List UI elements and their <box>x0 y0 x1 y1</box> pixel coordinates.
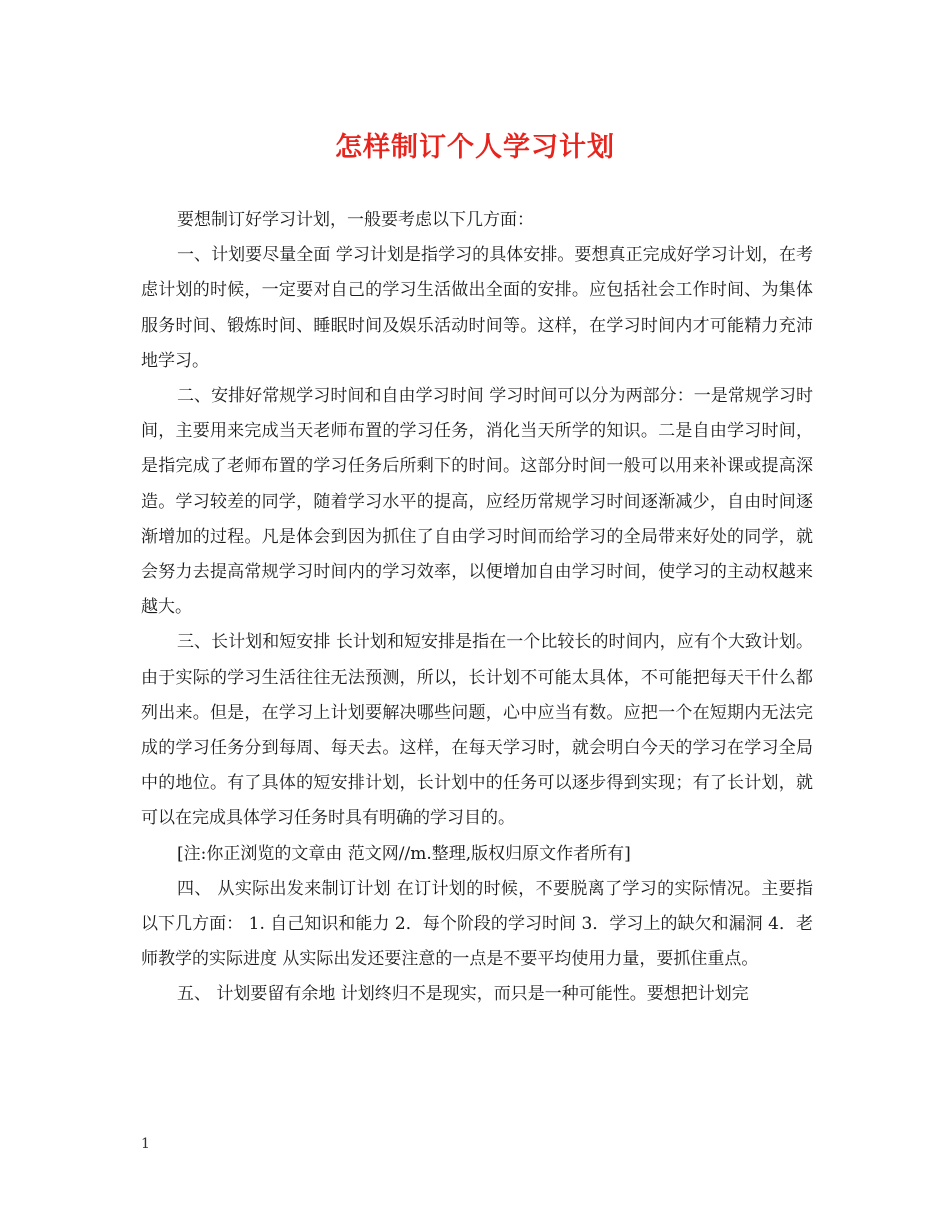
paragraph-section-4: 四、 从实际出发来制订计划 在订计划的时候，不要脱离了学习的实际情况。主要指以下几方面： 1. 自己知识和能力 2．每个阶段的学习时间 3．学习上的缺欠和漏洞 4．老师教学的实际进度 从实际出发还要注意的一点是不要平均使用力量，要抓住重点。 <box>141 878 813 970</box>
paragraph-section-3: 三、长计划和短安排 长计划和短安排是指在一个比较长的时间内，应有个大致计划。由于实际的学习生活往往无法预测，所以，长计划不可能太具体，不可能把每天干什么都列出来。但是，在学习上计划要解决哪些问题，心中应当有数。应把一个在短期内无法完成的学习任务分到每周、每天去。这样，在每天学习时，就会明白今天的学习在学习全局中的地位。有了具体的短安排计划，长计划中的任务可以逐步得到实现；有了长计划，就可以在完成具体学习任务时具有明确的学习目的。 <box>141 632 813 829</box>
paragraph-intro: 要想制订好学习计划，一般要考虑以下几方面： <box>177 210 534 230</box>
paragraph-section-5: 五、 计划要留有余地 计划终归不是现实，而只是一种可能性。要想把计划完 <box>177 984 749 1005</box>
document-title: 怎样制订个人学习计划 <box>335 132 615 163</box>
paragraph-section-1: 一、计划要尽量全面 学习计划是指学习的具体安排。要想真正完成好学习计划，在考虑计划的时候，一定要对自己的学习生活做出全面的安排。应包括社会工作时间、为集体服务时间、锻炼时间、睡眠时间及娱乐活动时间等。这样，在学习时间内才可能精力充沛地学习。 <box>141 245 813 371</box>
paragraph-section-2: 二、安排好常规学习时间和自由学习时间 学习时间可以分为两部分：一是常规学习时间，主要用来完成当天老师布置的学习任务，消化当天所学的知识。二是自由学习时间，是指完成了老师布置的学习任务后所剩下的时间。这部分时间一般可以用来补课或提高深造。学习较差的同学，随着学习水平的提高，应经历常规学习时间逐渐减少，自由时间逐渐增加的过程。凡是体会到因为抓住了自由学习时间而给学习的全局带来好处的同学，就会努力去提高常规学习时间内的学习效率，以便增加自由学习时间，使学习的主动权越来越大。 <box>141 386 813 618</box>
source-note: [注:你正浏览的文章由 范文网//m.整理,版权归原文作者所有] <box>177 843 631 864</box>
page-number: 1 <box>141 1136 150 1152</box>
document-body <box>141 203 813 1013</box>
